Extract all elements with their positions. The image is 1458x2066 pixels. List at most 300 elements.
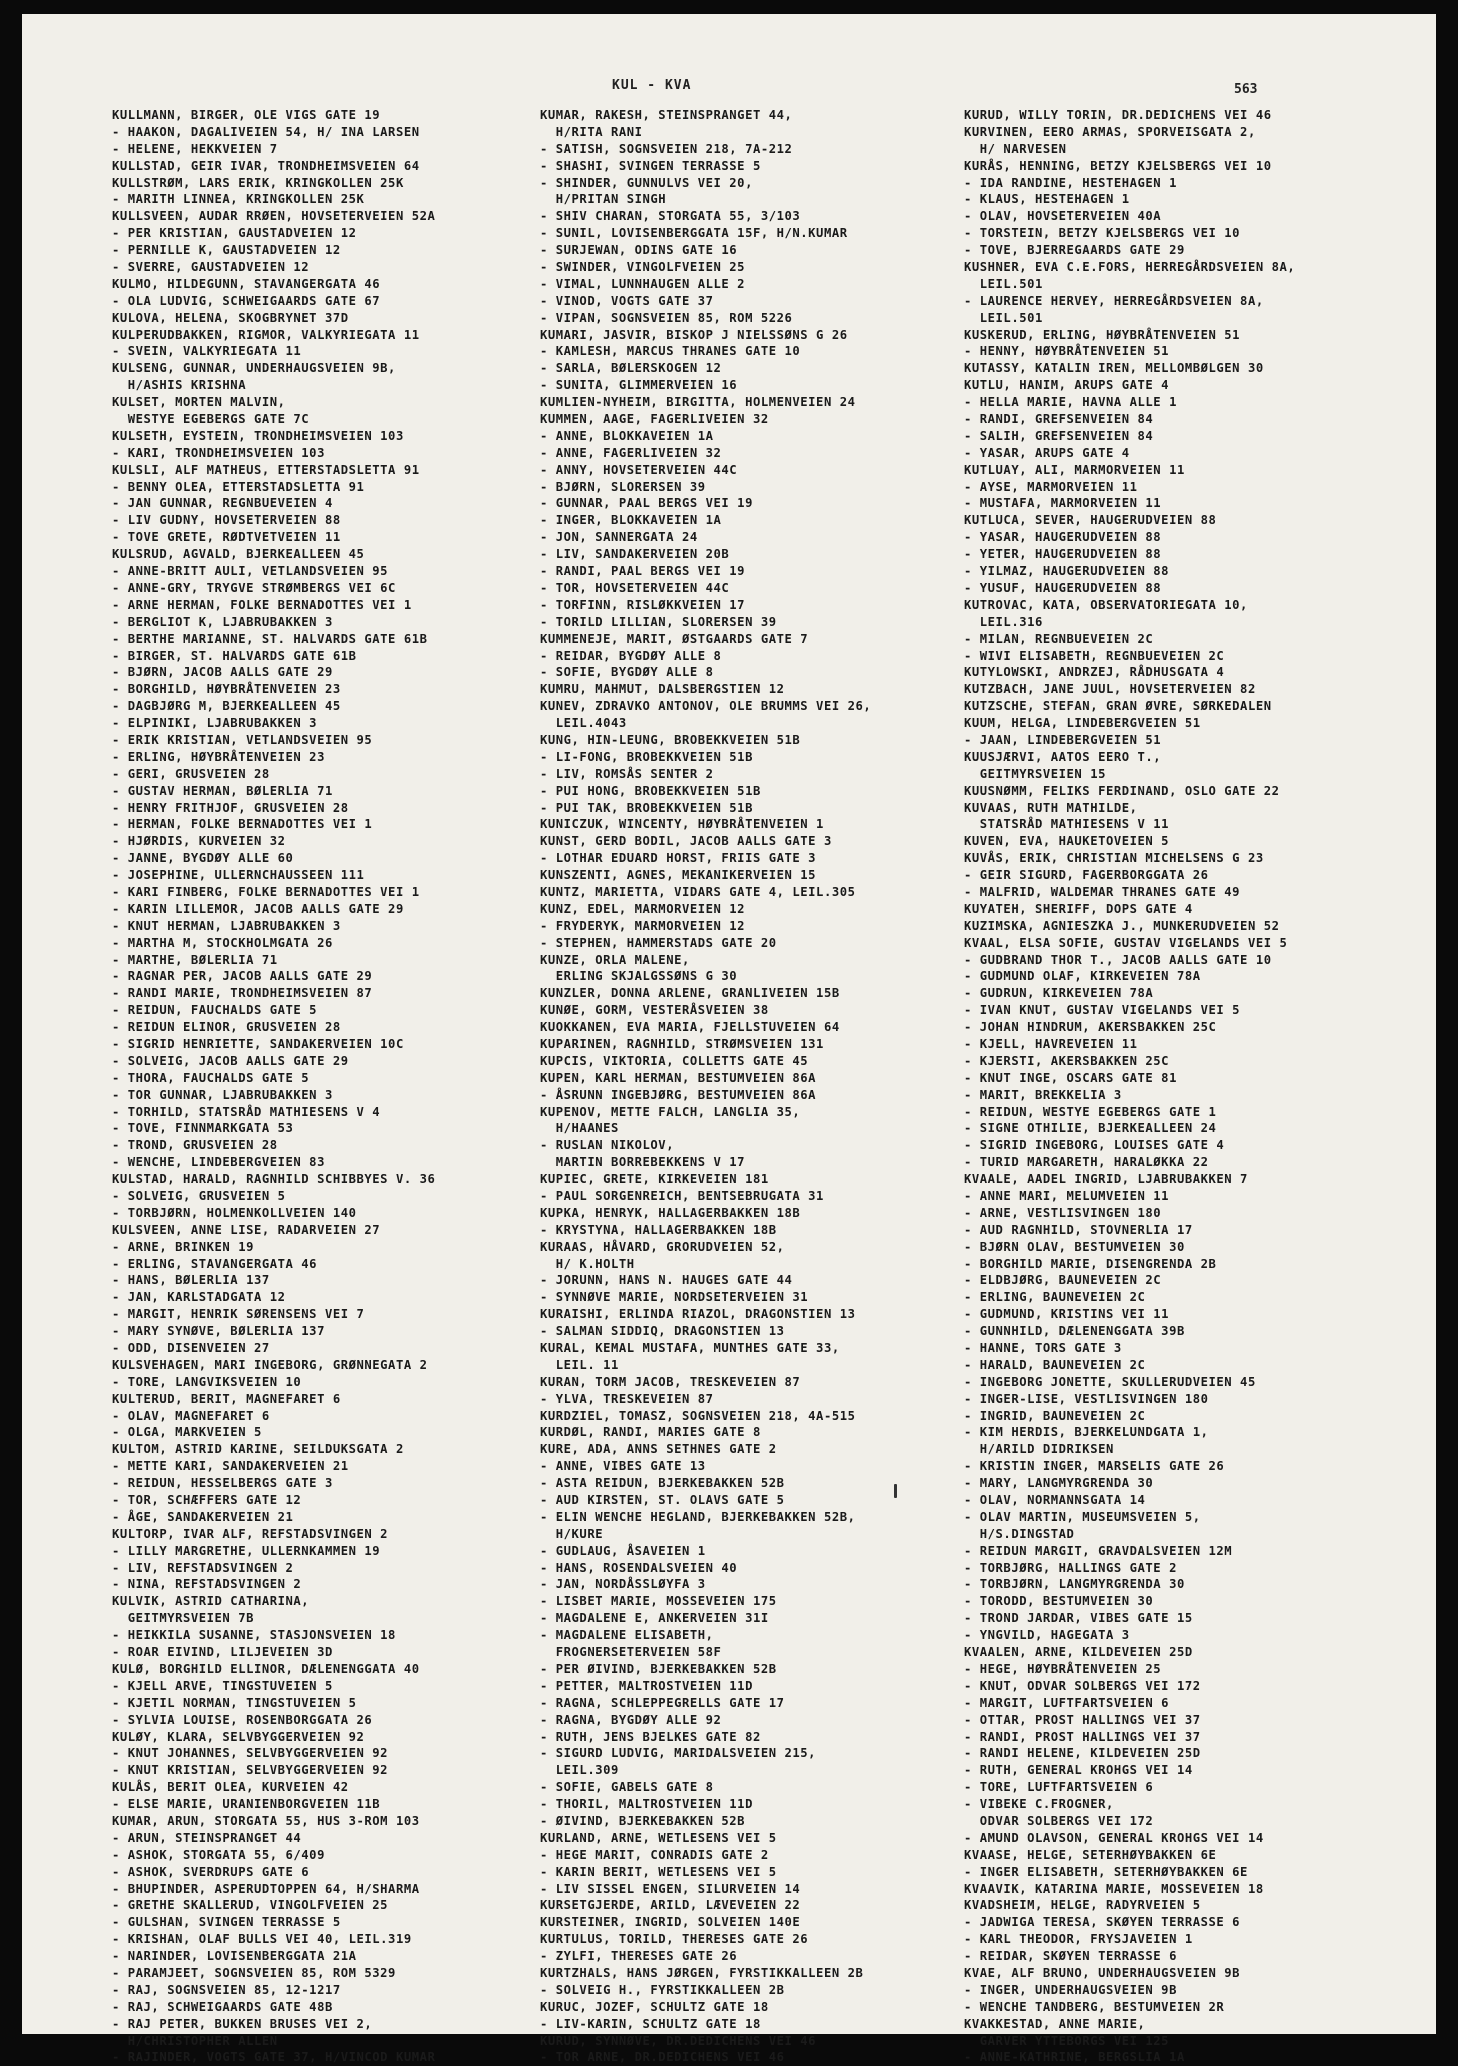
directory-entry: - METTE KARI, SANDAKERVEIEN 21 <box>112 1459 349 1474</box>
directory-entry: - FRYDERYK, MARMORVEIEN 12 <box>540 918 746 933</box>
directory-entry: KUPENOV, METTE FALCH, LANGLIA 35, <box>540 1104 801 1119</box>
directory-column-2 <box>540 107 950 2066</box>
directory-entry: - ELSE MARIE, URANIENBORGVEIEN 11B <box>112 1797 381 1812</box>
directory-entry: - RAJ PETER, BUKKEN BRUSES VEI 2, <box>112 2016 373 2031</box>
directory-entry: - SVERRE, GAUSTADVEIEN 12 <box>112 260 310 275</box>
directory-entry: KVADSHEIM, HELGE, RADYRVEIEN 5 <box>964 1898 1201 1913</box>
directory-entry: KURUC, JOZEF, SCHULTZ GATE 18 <box>540 1999 769 2014</box>
directory-entry: H/ K.HOLTH <box>540 1256 635 1271</box>
directory-entry: - GEIR SIGURD, FAGERBORGGATA 26 <box>964 868 1209 883</box>
directory-entry: - ÅSRUNN INGEBJØRG, BESTUMVEIEN 86A <box>540 1087 817 1102</box>
directory-entry: - JORUNN, HANS N. HAUGES GATE 44 <box>540 1273 793 1288</box>
directory-entry: KUMAR, ARUN, STORGATA 55, HUS 3-ROM 103 <box>112 1813 420 1828</box>
directory-entry: KUUSNØMM, FELIKS FERDINAND, OSLO GATE 22 <box>964 783 1280 798</box>
directory-entry: - SUNITA, GLIMMERVEIEN 16 <box>540 378 738 393</box>
directory-entry: - TORBJØRN, LANGMYRGRENDA 30 <box>964 1577 1185 1592</box>
directory-entry: LEIL.4043 <box>540 716 627 731</box>
directory-entry: KUUSJÆRVI, AATOS EERO T., <box>964 749 1162 764</box>
directory-entry: - TROND, GRUSVEIEN 28 <box>112 1138 278 1153</box>
directory-entry: KURAL, KEMAL MUSTAFA, MUNTHES GATE 33, <box>540 1341 840 1356</box>
directory-entry: - RAGNAR PER, JACOB AALLS GATE 29 <box>112 969 373 984</box>
directory-entry: - SUNIL, LOVISENBERGGATA 15F, H/N.KUMAR <box>540 226 848 241</box>
directory-entry: - TOVE, FINNMARKGATA 53 <box>112 1121 294 1136</box>
directory-entry: - SIGRID INGEBORG, LOUISES GATE 4 <box>964 1138 1225 1153</box>
directory-entry: - JADWIGA TERESA, SKØYEN TERRASSE 6 <box>964 1915 1241 1930</box>
directory-entry: - LIV, ROMSÅS SENTER 2 <box>540 766 714 781</box>
directory-entry: - LIV-KARIN, SCHULTZ GATE 18 <box>540 2016 761 2031</box>
directory-entry: - GUDLAUG, ÅSAVEIEN 1 <box>540 1543 706 1558</box>
directory-entry: - ARUN, STEINSPRANGET 44 <box>112 1830 302 1845</box>
directory-entry: - HEGE MARIT, CONRADIS GATE 2 <box>540 1847 769 1862</box>
directory-entry: - ERLING, HØYBRÅTENVEIEN 23 <box>112 749 325 764</box>
directory-entry: - ÅGE, SANDAKERVEIEN 21 <box>112 1509 294 1524</box>
directory-entry: - LOTHAR EDUARD HORST, FRIIS GATE 3 <box>540 851 817 866</box>
directory-entry: - SHASHI, SVINGEN TERRASSE 5 <box>540 158 761 173</box>
directory-entry: - RANDI MARIE, TRONDHEIMSVEIEN 87 <box>112 986 373 1001</box>
directory-entry: KUPKA, HENRYK, HALLAGERBAKKEN 18B <box>540 1205 801 1220</box>
directory-entry: KULSLI, ALF MATHEUS, ETTERSTADSLETTA 91 <box>112 462 420 477</box>
directory-entry: - TORBJØRN, HOLMENKOLLVEIEN 140 <box>112 1205 357 1220</box>
directory-entry: - HAAKON, DAGALIVEIEN 54, H/ INA LARSEN <box>112 124 420 139</box>
directory-entry: - OTTAR, PROST HALLINGS VEI 37 <box>964 1712 1201 1727</box>
directory-entry: - SHIV CHARAN, STORGATA 55, 3/103 <box>540 209 801 224</box>
directory-entry: - ROAR EIVIND, LILJEVEIEN 3D <box>112 1645 333 1660</box>
directory-entry: - JAAN, LINDEBERGVEIEN 51 <box>964 732 1162 747</box>
directory-entry: - INGER ELISABETH, SETERHØYBAKKEN 6E <box>964 1864 1248 1879</box>
directory-entry: GEITMYRSVEIEN 15 <box>964 766 1106 781</box>
directory-entry: KUMMEN, AAGE, FAGERLIVEIEN 32 <box>540 412 769 427</box>
directory-entry: - SOLVEIG, GRUSVEIEN 5 <box>112 1189 286 1203</box>
directory-entry: - TOR GUNNAR, LJABRUBAKKEN 3 <box>112 1087 333 1102</box>
directory-entry: - BJØRN, JACOB AALLS GATE 29 <box>112 665 333 680</box>
directory-entry: KULPERUDBAKKEN, RIGMOR, VALKYRIEGATA 11 <box>112 327 420 342</box>
directory-entry: - KNUT HERMAN, LJABRUBAKKEN 3 <box>112 918 341 933</box>
directory-entry: KURDØL, RANDI, MARIES GATE 8 <box>540 1425 761 1440</box>
directory-entry: KUUM, HELGA, LINDEBERGVEIEN 51 <box>964 716 1201 731</box>
directory-entry: - GERI, GRUSVEIEN 28 <box>112 766 270 781</box>
directory-entry: KULSVEHAGEN, MARI INGEBORG, GRØNNEGATA 2 <box>112 1357 428 1372</box>
directory-entry: - SYLVIA LOUISE, ROSENBORGGATA 26 <box>112 1712 373 1727</box>
directory-entry: - ARNE, BRINKEN 19 <box>112 1239 254 1254</box>
directory-entry: KVAKKESTAD, ANNE MARIE, <box>964 2016 1146 2031</box>
directory-entry: - MARTHA M, STOCKHOLMGATA 26 <box>112 935 333 950</box>
directory-entry: - LAURENCE HERVEY, HERREGÅRDSVEIEN 8A, <box>964 293 1264 308</box>
directory-entry: - MILAN, REGNBUEVEIEN 2C <box>964 631 1154 646</box>
directory-entry: - JANNE, BYGDØY ALLE 60 <box>112 851 294 866</box>
directory-entry: KUZIMSKA, AGNIESZKA J., MUNKERUDVEIEN 52 <box>964 918 1280 933</box>
directory-entry: - ANNE MARI, MELUMVEIEN 11 <box>964 1189 1170 1203</box>
directory-entry: - TROND JARDAR, VIBES GATE 15 <box>964 1611 1193 1626</box>
directory-entry: KULSVEEN, ANNE LISE, RADARVEIEN 27 <box>112 1222 381 1237</box>
directory-entry: KUNZ, EDEL, MARMORVEIEN 12 <box>540 901 746 916</box>
directory-entry: - OLGA, MARKVEIEN 5 <box>112 1425 262 1440</box>
directory-entry: KULOVA, HELENA, SKOGBRYNET 37D <box>112 310 349 325</box>
directory-entry: - TOR ARNE, DR.DEDICHENS VEI 46 <box>540 2050 785 2065</box>
directory-entry: - HANS, BØLERLIA 137 <box>112 1273 270 1288</box>
directory-entry: KURLAND, ARNE, WETLESENS VEI 5 <box>540 1830 777 1845</box>
directory-entry: KUTZBACH, JANE JUUL, HOVSETERVEIEN 82 <box>964 682 1256 697</box>
directory-entry: - AYSE, MARMORVEIEN 11 <box>964 479 1138 494</box>
directory-entry: KURDZIEL, TOMASZ, SOGNSVEIEN 218, 4A-515 <box>540 1408 856 1423</box>
directory-entry: KVAAVIK, KATARINA MARIE, MOSSEVEIEN 18 <box>964 1881 1264 1896</box>
directory-entry: KURE, ADA, ANNS SETHNES GATE 2 <box>540 1442 777 1457</box>
directory-entry: KUTLU, HANIM, ARUPS GATE 4 <box>964 378 1170 393</box>
directory-entry: - JOHAN HINDRUM, AKERSBAKKEN 25C <box>964 1020 1217 1035</box>
directory-entry: - LIV GUDNY, HOVSETERVEIEN 88 <box>112 513 341 528</box>
directory-entry: - RAJ, SCHWEIGAARDS GATE 48B <box>112 1999 333 2014</box>
directory-entry: KVAALEN, ARNE, KILDEVEIEN 25D <box>964 1645 1193 1660</box>
directory-entry: LEIL.501 <box>964 310 1043 325</box>
directory-entry: KURTZHALS, HANS JØRGEN, FYRSTIKKALLEEN 2B <box>540 1965 864 1980</box>
directory-entry: - BJØRN, SLORERSEN 39 <box>540 479 706 494</box>
directory-entry: - ARNE, VESTLISVINGEN 180 <box>964 1205 1162 1220</box>
directory-entry: - MARIT, BREKKELIA 3 <box>964 1087 1122 1102</box>
directory-entry: - IVAN KNUT, GUSTAV VIGELANDS VEI 5 <box>964 1003 1241 1018</box>
directory-entry: KULLSTRØM, LARS ERIK, KRINGKOLLEN 25K <box>112 175 404 190</box>
directory-entry: - TOVE GRETE, RØDTVETVEIEN 11 <box>112 530 341 545</box>
directory-entry: - ANNY, HOVSETERVEIEN 44C <box>540 462 738 477</box>
directory-entry: - RANDI HELENE, KILDEVEIEN 25D <box>964 1746 1201 1761</box>
directory-entry: - AUD KIRSTEN, ST. OLAVS GATE 5 <box>540 1493 785 1508</box>
directory-entry: - YILMAZ, HAUGERUDVEIEN 88 <box>964 564 1170 579</box>
directory-entry: - REIDUN, FAUCHALDS GATE 5 <box>112 1003 318 1018</box>
directory-entry: - RUTH, JENS BJELKES GATE 82 <box>540 1729 761 1744</box>
directory-entry: FROGNERSETERVEIEN 58F <box>540 1645 722 1660</box>
directory-entry: KULSETH, EYSTEIN, TRONDHEIMSVEIEN 103 <box>112 428 404 443</box>
directory-entry: H/ARILD DIDRIKSEN <box>964 1442 1114 1457</box>
directory-entry: - KARI, TRONDHEIMSVEIEN 103 <box>112 445 325 460</box>
directory-entry: - RAJINDER, VOGTS GATE 37, H/VINCOD KUMAR <box>112 2050 436 2065</box>
directory-entry: - ANNE, BLOKKAVEIEN 1A <box>540 428 714 443</box>
directory-entry: KUOKKANEN, EVA MARIA, FJELLSTUVEIEN 64 <box>540 1020 840 1035</box>
directory-entry: KURÅS, HENNING, BETZY KJELSBERGS VEI 10 <box>964 158 1272 173</box>
directory-entry: - REIDUN ELINOR, GRUSVEIEN 28 <box>112 1020 341 1035</box>
directory-entry: - KJERSTI, AKERSBAKKEN 25C <box>964 1053 1170 1068</box>
directory-entry: KULLSVEEN, AUDAR RRØEN, HOVSETERVEIEN 52A <box>112 209 436 224</box>
directory-entry: KUMLIEN-NYHEIM, BIRGITTA, HOLMENVEIEN 24 <box>540 395 856 410</box>
directory-entry: - PER ØIVIND, BJERKEBAKKEN 52B <box>540 1661 777 1676</box>
directory-entry: - AUD RAGNHILD, STOVNERLIA 17 <box>964 1222 1193 1237</box>
directory-entry: - ASHOK, SVERDRUPS GATE 6 <box>112 1864 310 1879</box>
directory-entry: - JON, SANNERGATA 24 <box>540 530 698 545</box>
directory-entry: - ANNE-BRITT AULI, VETLANDSVEIEN 95 <box>112 564 389 579</box>
directory-entry: - GUSTAV HERMAN, BØLERLIA 71 <box>112 783 333 798</box>
directory-entry: LEIL.309 <box>540 1763 619 1778</box>
directory-entry: - TURID MARGARETH, HARALØKKA 22 <box>964 1155 1209 1170</box>
directory-entry: - KJETIL NORMAN, TINGSTUVEIEN 5 <box>112 1695 357 1710</box>
directory-entry: KVAASE, HELGE, SETERHØYBAKKEN 6E <box>964 1847 1217 1862</box>
directory-entry: - HERMAN, FOLKE BERNADOTTES VEI 1 <box>112 817 373 832</box>
directory-entry: H/ASHIS KRISHNA <box>112 378 247 393</box>
directory-entry: - AMUND OLAVSON, GENERAL KROHGS VEI 14 <box>964 1830 1264 1845</box>
directory-entry: - TORE, LUFTFARTSVEIEN 6 <box>964 1780 1154 1795</box>
directory-entry: - ELDBJØRG, BAUNEVEIEN 2C <box>964 1273 1162 1288</box>
directory-entry: - OLAV, HOVSETERVEIEN 40A <box>964 209 1162 224</box>
directory-entry: KULTOM, ASTRID KARINE, SEILDUKSGATA 2 <box>112 1442 404 1457</box>
directory-entry: - SOLVEIG, JACOB AALLS GATE 29 <box>112 1053 349 1068</box>
directory-entry: ODVAR SOLBERGS VEI 172 <box>964 1813 1154 1828</box>
directory-entry: KUPEN, KARL HERMAN, BESTUMVEIEN 86A <box>540 1070 817 1085</box>
directory-entry: KURVINEN, EERO ARMAS, SPORVEISGATA 2, <box>964 124 1256 139</box>
directory-entry: - KARIN BERIT, WETLESENS VEI 5 <box>540 1864 777 1879</box>
directory-entry: - INGER, UNDERHAUGSVEIEN 9B <box>964 1982 1177 1997</box>
directory-entry: - PARAMJEET, SOGNSVEIEN 85, ROM 5329 <box>112 1965 396 1980</box>
directory-entry: - RAJ, SOGNSVEIEN 85, 12-1217 <box>112 1982 341 1997</box>
directory-entry: - TORHILD, STATSRÅD MATHIESENS V 4 <box>112 1104 381 1119</box>
directory-entry: - VINOD, VOGTS GATE 37 <box>540 293 714 308</box>
directory-entry: - VIBEKE C.FROGNER, <box>964 1797 1114 1812</box>
directory-entry: - INGRID, BAUNEVEIEN 2C <box>964 1408 1146 1423</box>
directory-entry: - ERLING, STAVANGERGATA 46 <box>112 1256 318 1271</box>
directory-entry: - ØIVIND, BJERKEBAKKEN 52B <box>540 1813 746 1828</box>
directory-entry: KUTLUCA, SEVER, HAUGERUDVEIEN 88 <box>964 513 1217 528</box>
directory-entry: - LIV SISSEL ENGEN, SILURVEIEN 14 <box>540 1881 801 1896</box>
directory-entry: - VIMAL, LUNNHAUGEN ALLE 2 <box>540 276 746 291</box>
directory-entry: - IDA RANDINE, HESTEHAGEN 1 <box>964 175 1177 190</box>
directory-entry: KURAN, TORM JACOB, TRESKEVEIEN 87 <box>540 1374 801 1389</box>
directory-entry: - KJELL, HAVREVEIEN 11 <box>964 1036 1138 1051</box>
directory-entry: - HENNY, HØYBRÅTENVEIEN 51 <box>964 344 1170 359</box>
directory-entry: - KAMLESH, MARCUS THRANES GATE 10 <box>540 344 801 359</box>
directory-entry: - TORILD LILLIAN, SLORERSEN 39 <box>540 614 777 629</box>
directory-entry: - BENNY OLEA, ETTERSTADSLETTA 91 <box>112 479 365 494</box>
directory-entry: - KARL THEODOR, FRYSJAVEIEN 1 <box>964 1932 1193 1947</box>
directory-entry: - OLAV, NORMANNSGATA 14 <box>964 1493 1146 1508</box>
directory-entry: KUNØE, GORM, VESTERÅSVEIEN 38 <box>540 1003 769 1018</box>
page-header-title: KUL - KVA <box>612 78 692 93</box>
directory-entry: - ANNE, VIBES GATE 13 <box>540 1459 706 1474</box>
directory-entry: LEIL. 11 <box>540 1357 619 1372</box>
directory-entry: KUNG, HIN-LEUNG, BROBEKKVEIEN 51B <box>540 732 801 747</box>
directory-entry: LEIL.501 <box>964 276 1043 291</box>
directory-entry: KULÅS, BERIT OLEA, KURVEIEN 42 <box>112 1780 349 1795</box>
directory-entry: - ERLING, BAUNEVEIEN 2C <box>964 1290 1146 1305</box>
directory-entry: - ERIK KRISTIAN, VETLANDSVEIEN 95 <box>112 732 373 747</box>
directory-entry: - YETER, HAUGERUDVEIEN 88 <box>964 547 1162 562</box>
directory-entry: - BERTHE MARIANNE, ST. HALVARDS GATE 61B <box>112 631 428 646</box>
directory-entry: KUMARI, JASVIR, BISKOP J NIELSSØNS G 26 <box>540 327 848 342</box>
directory-entry: - REIDUN, WESTYE EGEBERGS GATE 1 <box>964 1104 1217 1119</box>
directory-entry: STATSRÅD MATHIESENS V 11 <box>964 817 1170 832</box>
directory-entry: - RAGNA, SCHLEPPEGRELLS GATE 17 <box>540 1695 785 1710</box>
directory-entry: - WIVI ELISABETH, REGNBUEVEIEN 2C <box>964 648 1225 663</box>
directory-entry: - INGEBORG JONETTE, SKULLERUDVEIEN 45 <box>964 1374 1256 1389</box>
directory-entry: KULLMANN, BIRGER, OLE VIGS GATE 19 <box>112 108 381 122</box>
directory-entry: - JAN, KARLSTADGATA 12 <box>112 1290 286 1305</box>
directory-entry: - MARY, LANGMYRGRENDA 30 <box>964 1476 1154 1491</box>
directory-entry: KURUD, WILLY TORIN, DR.DEDICHENS VEI 46 <box>964 108 1272 122</box>
directory-entry: - LIV, SANDAKERVEIEN 20B <box>540 547 730 562</box>
directory-entry: - JAN, NORDÅSSLØYFA 3 <box>540 1577 706 1592</box>
directory-entry: GEITMYRSVEIEN 7B <box>112 1611 254 1626</box>
directory-entry: KUVEN, EVA, HAUKETOVEIEN 5 <box>964 834 1170 849</box>
directory-entry: - OLAV, MAGNEFARET 6 <box>112 1408 270 1423</box>
directory-entry: - VIPAN, SOGNSVEIEN 85, ROM 5226 <box>540 310 793 325</box>
directory-entry: - RUSLAN NIKOLOV, <box>540 1138 675 1153</box>
directory-entry: - SURJEWAN, ODINS GATE 16 <box>540 243 738 258</box>
directory-entry: KUSHNER, EVA C.E.FORS, HERREGÅRDSVEIEN 8A, <box>964 260 1296 275</box>
directory-entry: - ASTA REIDUN, BJERKEBAKKEN 52B <box>540 1476 785 1491</box>
directory-entry: - HARALD, BAUNEVEIEN 2C <box>964 1357 1146 1372</box>
directory-entry: - RUTH, GENERAL KROHGS VEI 14 <box>964 1763 1193 1778</box>
directory-entry: KULTORP, IVAR ALF, REFSTADSVINGEN 2 <box>112 1526 389 1541</box>
directory-entry: H/CHRISTOPHER ALLEN <box>112 2033 278 2048</box>
directory-entry: - SIGRID HENRIETTE, SANDAKERVEIEN 10C <box>112 1036 404 1051</box>
directory-entry: KULSRUD, AGVALD, BJERKEALLEEN 45 <box>112 547 365 562</box>
directory-entry: - HEIKKILA SUSANNE, STASJONSVEIEN 18 <box>112 1628 396 1643</box>
directory-entry: KUNSZENTI, AGNES, MEKANIKERVEIEN 15 <box>540 868 817 883</box>
directory-entry: - RAGNA, BYGDØY ALLE 92 <box>540 1712 722 1727</box>
directory-column-1 <box>112 107 522 2066</box>
directory-entry: - ANNE-GRY, TRYGVE STRØMBERGS VEI 6C <box>112 580 396 595</box>
directory-entry: - WENCHE, LINDEBERGVEIEN 83 <box>112 1155 325 1170</box>
directory-entry: H/ NARVESEN <box>964 141 1067 156</box>
directory-entry: - SWINDER, VINGOLFVEIEN 25 <box>540 260 746 275</box>
directory-entry: - INGER, BLOKKAVEIEN 1A <box>540 513 722 528</box>
directory-entry: H/S.DINGSTAD <box>964 1526 1075 1541</box>
directory-entry: KVAALE, AADEL INGRID, LJABRUBAKKEN 7 <box>964 1172 1248 1187</box>
directory-entry: - ANNE-KATHRINE, BERGSLIA 1A <box>964 2050 1185 2065</box>
directory-entry: GARVER YTTEBORGS VEI 125 <box>964 2033 1170 2048</box>
directory-entry: - PUI TAK, BROBEKKVEIEN 51B <box>540 800 753 815</box>
directory-entry: KURSETGJERDE, ARILD, LÆVEVEIEN 22 <box>540 1898 801 1913</box>
directory-entry: - MARITH LINNEA, KRINGKOLLEN 25K <box>112 192 365 207</box>
directory-entry: - BERGLIOT K, LJABRUBAKKEN 3 <box>112 614 333 629</box>
directory-entry: - YUSUF, HAUGERUDVEIEN 88 <box>964 580 1162 595</box>
directory-entry: - KNUT JOHANNES, SELVBYGGERVEIEN 92 <box>112 1746 389 1761</box>
directory-entry: - TORSTEIN, BETZY KJELSBERGS VEI 10 <box>964 226 1241 241</box>
directory-entry: - GUDMUND OLAF, KIRKEVEIEN 78A <box>964 969 1201 984</box>
directory-entry: LEIL.316 <box>964 614 1043 629</box>
directory-entry: - DAGBJØRG M, BJERKEALLEEN 45 <box>112 699 341 714</box>
directory-entry: - SYNNØVE MARIE, NORDSETERVEIEN 31 <box>540 1290 809 1305</box>
directory-entry: - MAGDALENE ELISABETH, <box>540 1628 714 1643</box>
directory-entry: - KRISHAN, OLAF BULLS VEI 40, LEIL.319 <box>112 1932 412 1947</box>
directory-entry: - HELENE, HEKKVEIEN 7 <box>112 141 278 156</box>
scan-artifact-mark <box>894 1484 897 1498</box>
directory-entry: - SATISH, SOGNSVEIEN 218, 7A-212 <box>540 141 793 156</box>
directory-entry: - SOLVEIG H., FYRSTIKKALLEEN 2B <box>540 1982 785 1997</box>
directory-entry: - PETTER, MALTROSTVEIEN 11D <box>540 1678 753 1693</box>
directory-entry: - THORA, FAUCHALDS GATE 5 <box>112 1070 310 1085</box>
directory-entry: - SALIH, GREFSENVEIEN 84 <box>964 428 1154 443</box>
directory-entry: WESTYE EGEBERGS GATE 7C <box>112 412 310 427</box>
directory-entry: - GUDRUN, KIRKEVEIEN 78A <box>964 986 1154 1001</box>
directory-entry: - MALFRID, WALDEMAR THRANES GATE 49 <box>964 884 1241 899</box>
directory-entry: KUNST, GERD BODIL, JACOB AALLS GATE 3 <box>540 834 832 849</box>
directory-entry: KUPARINEN, RAGNHILD, STRØMSVEIEN 131 <box>540 1036 824 1051</box>
directory-entry: - TOR, HOVSETERVEIEN 44C <box>540 580 730 595</box>
directory-entry: KUNICZUK, WINCENTY, HØYBRÅTENVEIEN 1 <box>540 817 824 832</box>
directory-entry: H/KURE <box>540 1526 604 1541</box>
directory-entry: - GUDBRAND THOR T., JACOB AALLS GATE 10 <box>964 952 1272 967</box>
directory-entry: KUTLUAY, ALI, MARMORVEIEN 11 <box>964 462 1185 477</box>
directory-entry: - GULSHAN, SVINGEN TERRASSE 5 <box>112 1915 341 1930</box>
directory-entry: - GUNNAR, PAAL BERGS VEI 19 <box>540 496 753 511</box>
directory-entry: KURSTEINER, INGRID, SOLVEIEN 140E <box>540 1915 801 1930</box>
directory-entry: - SOFIE, BYGDØY ALLE 8 <box>540 665 714 680</box>
directory-entry: KULØ, BORGHILD ELLINOR, DÆLENENGGATA 40 <box>112 1661 420 1676</box>
directory-entry: - TORFINN, RISLØKKVEIEN 17 <box>540 597 746 612</box>
directory-entry: - JOSEPHINE, ULLERNCHAUSSEEN 111 <box>112 868 365 883</box>
directory-entry: KULVIK, ASTRID CATHARINA, <box>112 1594 310 1609</box>
directory-entry: - KNUT KRISTIAN, SELVBYGGERVEIEN 92 <box>112 1763 389 1778</box>
directory-entry: - HENRY FRITHJOF, GRUSVEIEN 28 <box>112 800 349 815</box>
directory-entry: - KJELL ARVE, TINGSTUVEIEN 5 <box>112 1678 333 1693</box>
directory-entry: - KNUT, ODVAR SOLBERGS VEI 172 <box>964 1678 1201 1693</box>
directory-entry: - RANDI, PAAL BERGS VEI 19 <box>540 564 746 579</box>
directory-entry: - HELLA MARIE, HAVNA ALLE 1 <box>964 395 1177 410</box>
directory-entry: KUVAAS, RUTH MATHILDE, <box>964 800 1138 815</box>
directory-entry: - HJØRDIS, KURVEIEN 32 <box>112 834 286 849</box>
directory-entry: - PUI HONG, BROBEKKVEIEN 51B <box>540 783 761 798</box>
directory-entry: KUTASSY, KATALIN IREN, MELLOMBØLGEN 30 <box>964 361 1264 376</box>
directory-entry: - SALMAN SIDDIQ, DRAGONSTIEN 13 <box>540 1324 785 1339</box>
directory-entry: H/HAANES <box>540 1121 619 1136</box>
directory-entry: KUTYLOWSKI, ANDRZEJ, RÅDHUSGATA 4 <box>964 665 1225 680</box>
directory-entry: - BJØRN OLAV, BESTUMVEIEN 30 <box>964 1239 1185 1254</box>
directory-entry: - REIDAR, SKØYEN TERRASSE 6 <box>964 1949 1177 1964</box>
directory-entry: KUNZLER, DONNA ARLENE, GRANLIVEIEN 15B <box>540 986 840 1001</box>
directory-entry: - OLAV MARTIN, MUSEUMSVEIEN 5, <box>964 1509 1201 1524</box>
directory-entry: - YLVA, TRESKEVEIEN 87 <box>540 1391 714 1406</box>
directory-entry: H/RITA RANI <box>540 124 643 139</box>
directory-entry: - MARGIT, HENRIK SØRENSENS VEI 7 <box>112 1307 365 1322</box>
directory-entry: KUTZSCHE, STEFAN, GRAN ØVRE, SØRKEDALEN <box>964 699 1272 714</box>
directory-entry: - KRYSTYNA, HALLAGERBAKKEN 18B <box>540 1222 777 1237</box>
directory-entry: - LISBET MARIE, MOSSEVEIEN 175 <box>540 1594 777 1609</box>
directory-page <box>22 14 1436 2065</box>
directory-entry: - NARINDER, LOVISENBERGGATA 21A <box>112 1949 357 1964</box>
directory-entry: - KARIN LILLEMOR, JACOB AALLS GATE 29 <box>112 901 404 916</box>
directory-entry: KUNTZ, MARIETTA, VIDARS GATE 4, LEIL.305 <box>540 884 856 899</box>
directory-entry: KUMMENEJE, MARIT, ØSTGAARDS GATE 7 <box>540 631 809 646</box>
directory-entry: KULØY, KLARA, SELVBYGGERVEIEN 92 <box>112 1729 365 1744</box>
directory-entry: - MARTHE, BØLERLIA 71 <box>112 952 278 967</box>
directory-entry: - ELIN WENCHE HEGLAND, BJERKEBAKKEN 52B, <box>540 1509 856 1524</box>
directory-entry: - HANNE, TORS GATE 3 <box>964 1341 1122 1356</box>
directory-entry: KUTROVAC, KATA, OBSERVATORIEGATA 10, <box>964 597 1248 612</box>
directory-entry: - ELPINIKI, LJABRUBAKKEN 3 <box>112 716 318 731</box>
directory-entry: KUPIEC, GRETE, KIRKEVEIEN 181 <box>540 1172 769 1187</box>
directory-entry: KUNEV, ZDRAVKO ANTONOV, OLE BRUMMS VEI 26, <box>540 699 872 714</box>
directory-entry: KURTULUS, TORILD, THERESES GATE 26 <box>540 1932 809 1947</box>
directory-entry: KULSTAD, HARALD, RAGNHILD SCHIBBYES V. 36 <box>112 1172 436 1187</box>
directory-entry: - KIM HERDIS, BJERKELUNDGATA 1, <box>964 1425 1209 1440</box>
directory-entry: - KARI FINBERG, FOLKE BERNADOTTES VEI 1 <box>112 884 420 899</box>
directory-entry: - JAN GUNNAR, REGNBUEVEIEN 4 <box>112 496 333 511</box>
directory-entry: KVAE, ALF BRUNO, UNDERHAUGSVEIEN 9B <box>964 1965 1241 1980</box>
directory-entry: KURUD, SYNNØVE, DR.DEDICHENS VEI 46 <box>540 2033 817 2048</box>
directory-entry: - REIDAR, BYGDØY ALLE 8 <box>540 648 722 663</box>
directory-entry: - SIGURD LUDVIG, MARIDALSVEIEN 215, <box>540 1746 817 1761</box>
page-number: 563 <box>1234 82 1258 97</box>
directory-entry: - BHUPINDER, ASPERUDTOPPEN 64, H/SHARMA <box>112 1881 420 1896</box>
directory-entry: KUPCIS, VIKTORIA, COLLETTS GATE 45 <box>540 1053 809 1068</box>
directory-entry: - RANDI, GREFSENVEIEN 84 <box>964 412 1154 427</box>
directory-column-3 <box>964 107 1374 2066</box>
directory-entry: - TOVE, BJERREGAARDS GATE 29 <box>964 243 1185 258</box>
directory-entry: - SOFIE, GABELS GATE 8 <box>540 1780 714 1795</box>
directory-entry: - REIDUN, HESSELBERGS GATE 3 <box>112 1476 333 1491</box>
directory-entry: - SIGNE OTHILIE, BJERKEALLEEN 24 <box>964 1121 1217 1136</box>
directory-entry: - KRISTIN INGER, MARSELIS GATE 26 <box>964 1459 1225 1474</box>
directory-entry: H/PRITAN SINGH <box>540 192 667 207</box>
directory-entry: - SHINDER, GUNNULVS VEI 20, <box>540 175 753 190</box>
directory-entry: KULMO, HILDEGUNN, STAVANGERGATA 46 <box>112 276 381 291</box>
directory-entry: - SARLA, BØLERSKOGEN 12 <box>540 361 722 376</box>
directory-entry: - BORGHILD, HØYBRÅTENVEIEN 23 <box>112 682 341 697</box>
